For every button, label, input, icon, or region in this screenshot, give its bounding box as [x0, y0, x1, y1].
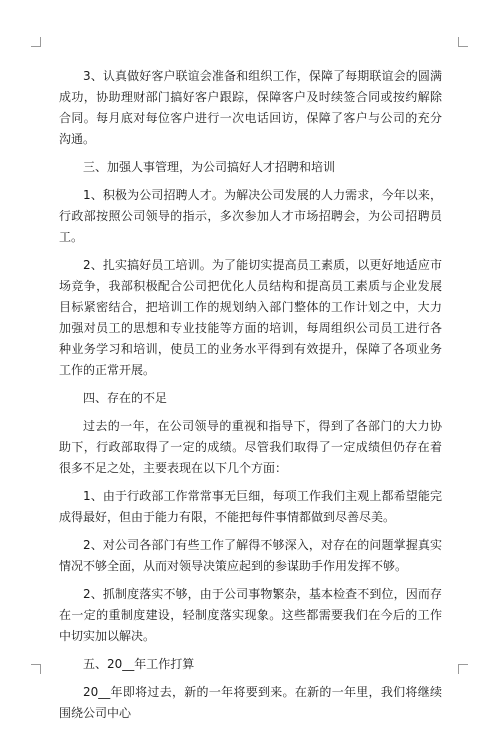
- section-heading-plan: 五、20__年工作打算: [83, 657, 195, 671]
- crop-mark-top-right: [458, 37, 468, 47]
- paragraph-plan-intro: 20__年即将过去，新的一年将要到来。在新的一年里，我们将继续围绕公司中心: [59, 685, 442, 720]
- crop-mark-bottom-right: [458, 664, 468, 674]
- crop-mark-top-left: [31, 37, 41, 47]
- document-body: [59, 66, 442, 731]
- section-heading-shortcomings: 四、存在的不足: [83, 391, 168, 405]
- paragraph-training: 2、扎实搞好员工培训。为了能切实提高员工素质，以更好地适应市场竞争，我部积极配合公司把优化人员结构和提高员工素质与企业发展目标紧密结合，把培训工作的规划纳入部门整体的工作计划之中，大力加强对员工的思想和专业技能等方面的培训，每周组织公司员工进行各种业务学习和培训，使员工的业务水平得到有效提升，保障了各项业务工作的正常开展。: [59, 258, 442, 377]
- crop-mark-bottom-left: [31, 664, 41, 674]
- paragraph-shortcoming-3: 2、抓制度落实不够，由于公司事物繁杂，基本检查不到位，因而存在一定的重制度建设，轻制度落实现象。这些都需要我们在今后的工作中切实加以解决。: [59, 587, 442, 643]
- paragraph-past-year: 过去的一年，在公司领导的重视和指导下，得到了各部门的大力协助下，行政部取得了一定的成绩。尽管我们取得了一定成绩但仍存在着很多不足之处，主要表现在以下几个方面：: [59, 419, 442, 475]
- section-heading-hr: 三、加强人事管理，为公司搞好人才招聘和培训: [83, 160, 336, 174]
- paragraph-recruitment: 1、积极为公司招聘人才。为解决公司发展的人力需求，今年以来，行政部按照公司领导的指示，多次参加人才市场招聘会，为公司招聘员工。: [59, 188, 442, 244]
- paragraph-item-3: 3、认真做好客户联谊会准备和组织工作，保障了每期联谊会的圆满成功，协助理财部门搞好客户跟踪，保障客户及时续签合同或按约解除合同。每月底对每位客户进行一次电话回访，保障了客户与公司的充分沟通。: [59, 69, 442, 146]
- paragraph-shortcoming-2: 2、对公司各部门有些工作了解得不够深入，对存在的问题掌握真实情况不够全面，从而对领导决策应起到的参谋助手作用发挥不够。: [59, 538, 442, 573]
- paragraph-shortcoming-1: 1、由于行政部工作常常事无巨细，每项工作我们主观上都希望能完成得最好，但由于能力有限，不能把每件事情都做到尽善尽美。: [59, 489, 442, 524]
